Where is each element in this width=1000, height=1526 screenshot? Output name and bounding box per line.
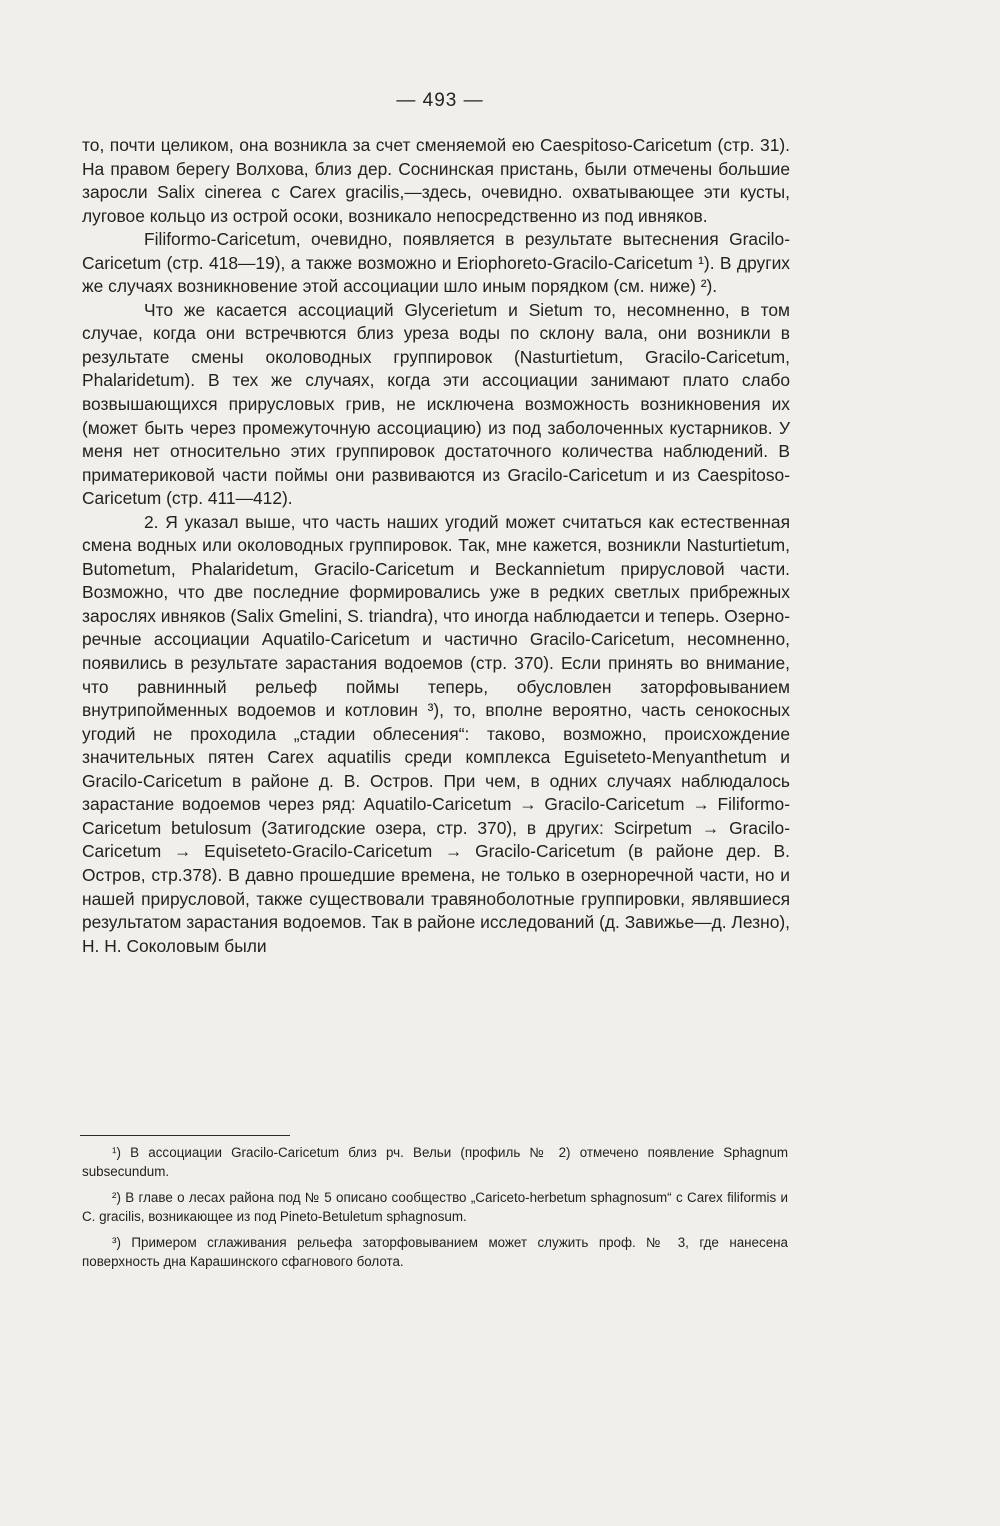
footnote-1: ¹) В ассоциации Gracilo-Caricetum близ рч. Вельи (профиль № 2) отмечено появление Sphagnum subsecundum. xyxy=(82,1145,788,1179)
footnote-divider xyxy=(80,1135,290,1136)
footnotes xyxy=(82,1143,788,1278)
main-text xyxy=(82,134,790,958)
paragraph-4: 2. Я указал выше, что часть наших угодий может считаться как естественная смена водных или околоводных группировок. Так, мне кажется, возникли Nasturtietum, Butometum, Phalaridetum, Gracilo-Caricetum и Beckannietum прирусловой части. Возможно, что две последние формировались уже в редких светлых прибрежных зарослях ивняков (Salix Gmelini, S. triandra), что иногда наблюдаетси и теперь. Озерно-речные ассоциации Aquatilo-Caricetum и частично Gracilo-Caricetum, несомненно, появились в результате зарастания водоемов (стр. 370). Если принять во внимание, что равнинный рельеф поймы теперь, обусловлен заторфовыванием внутрипойменных водоемов и котловин ³), то, вполне вероятно, часть сенокосных угодий не проходила „стадии облесения“: таково, возможно, происхождение значительных пятен Carex aquatilis среди комплекса Eguiseteto-Menyanthetum и Gracilo-Caricetum в районе д. В. Остров. При чем, в одних случаях наблюдалось зарастание водоемов через ряд: Aquatilo-Caricetum → Gracilo-Caricetum → Filiformo-Caricetum betulosum (Затигодские озера, стр. 370), в других: Scirpetum → Gracilo-Caricetum → Equiseteto-Gracilo-Caricetum → Gracilo-Caricetum (в районе дер. В. Остров, стр.378). В давно прошедшие времена, не только в озерноречной части, но и нашей прирусловой, также существовали травяноболотные группировки, являвшиеся результатом зарастания водоемов. Так в районе исследований (д. Завижье—д. Лезно), Н. Н. Соколовым были xyxy=(82,511,790,956)
footnote-3: ³) Примером сглаживания рельефа заторфовыванием может служить проф. № 3, где нанесена поверхность дна Карашинского сфагнового болота. xyxy=(82,1235,788,1269)
footnote-2: ²) В главе о лесах района под № 5 описано сообщество „Cariceto-herbetum sphagnosum“ с Carex filiformis и C. gracilis, возникающее из под Pineto-Betuletum sphagnosum. xyxy=(82,1190,788,1224)
page-number: — 493 — xyxy=(396,90,484,111)
paragraph-2: Filiformo-Caricetum, очевидно, появляется в результате вытеснения Gracilo-Caricetum (стр. 418—19), а также возможно и Eriophoreto-Gracilo-Caricetum ¹). В других же случаях возникновение этой ассоциации шло иным порядком (см. ниже) ²). xyxy=(82,229,790,297)
paragraph-1: то, почти целиком, она возникла за счет сменяемой ею Caespitoso-Caricetum (стр. 31). На правом берегу Волхова, близ дер. Соснинская пристань, были отмечены большие заросли Salix cinerea с Carex gracilis,—здесь, очевидно. охватывающее эти кусты, луговое кольцо из острой осоки, возникало непосредственно из под ивняков. xyxy=(82,135,790,226)
paragraph-3: Что же касается ассоциаций Glycerietum и Sietum то, несомненно, в том случае, когда они встречвются близ уреза воды по склону вала, они возникли в результате смены околоводных группировок (Nasturtietum, Gracilo-Caricetum, Phalaridetum). В тех же случаях, когда эти ассоциации занимают плато слабо возвышающихся прирусловых грив, не исключена возможность возникновения их (может быть через промежуточную ассоциацию) из под заболоченных кустарников. У меня нет относительно этих группировок достаточного количества наблюдений. В приматериковой части поймы они развиваются из Gracilo-Caricetum и из Caespitoso-Caricetum (стр. 411—412). xyxy=(82,299,790,509)
